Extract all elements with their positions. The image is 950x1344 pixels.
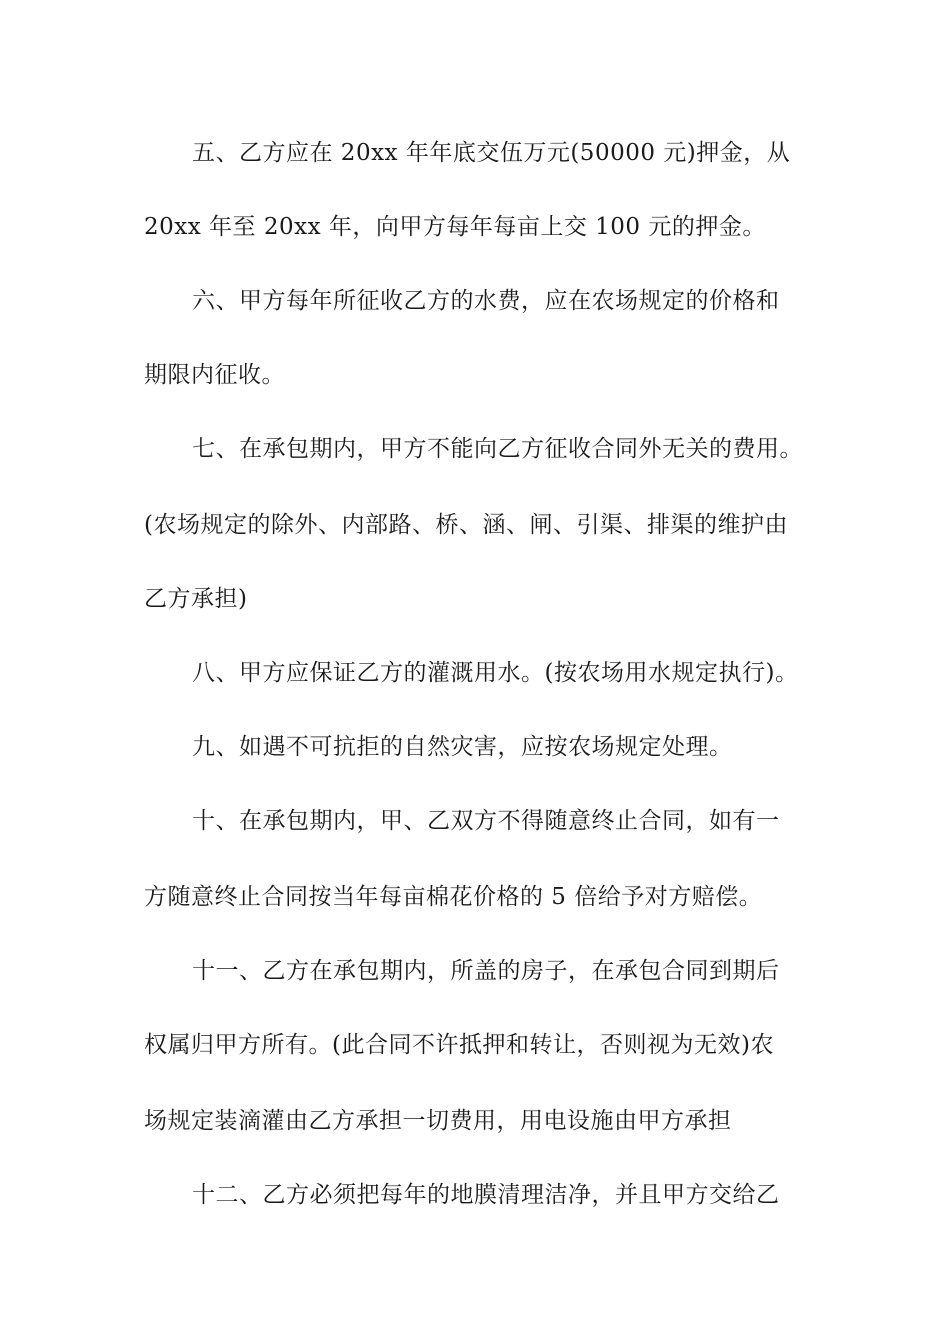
clause-6-line-2: 期限内征收。 [144,362,285,388]
clause-11-line-2: 权属归甲方所有。(此合同不许抵押和转让，否则视为无效)农 [144,1032,774,1058]
clause-9-line-1: 九、如遇不可抗拒的自然灾害，应按农场规定处理。 [192,734,733,760]
clause-5-line-1: 五、乙方应在 20xx 年年底交伍万元(50000 元)押金，从 [192,140,791,166]
clause-11-line-1: 十一、乙方在承包期内，所盖的房子，在承包合同到期后 [192,958,780,984]
clause-6-line-1: 六、甲方每年所征收乙方的水费，应在农场规定的价格和 [192,288,780,314]
clause-7-line-3: 乙方承担) [144,586,248,612]
clause-8-line-1: 八、甲方应保证乙方的灌溉用水。(按农场用水规定执行)。 [192,660,799,686]
clause-10-line-1: 十、在承包期内，甲、乙双方不得随意终止合同，如有一 [192,808,780,834]
clause-12-line-1: 十二、乙方必须把每年的地膜清理洁净，并且甲方交给乙 [192,1182,780,1208]
clause-10-line-2: 方随意终止合同按当年每亩棉花价格的 5 倍给予对方赔偿。 [144,884,763,910]
clause-11-line-3: 场规定装滴灌由乙方承担一切费用，用电设施由甲方承担 [144,1108,732,1134]
clause-7-line-2: (农场规定的除外、内部路、桥、涵、闸、引渠、排渠的维护由 [144,512,788,538]
clause-5-line-2: 20xx 年至 20xx 年，向甲方每年每亩上交 100 元的押金。 [144,214,766,240]
clause-7-line-1: 七、在承包期内，甲方不能向乙方征收合同外无关的费用。 [192,436,803,462]
